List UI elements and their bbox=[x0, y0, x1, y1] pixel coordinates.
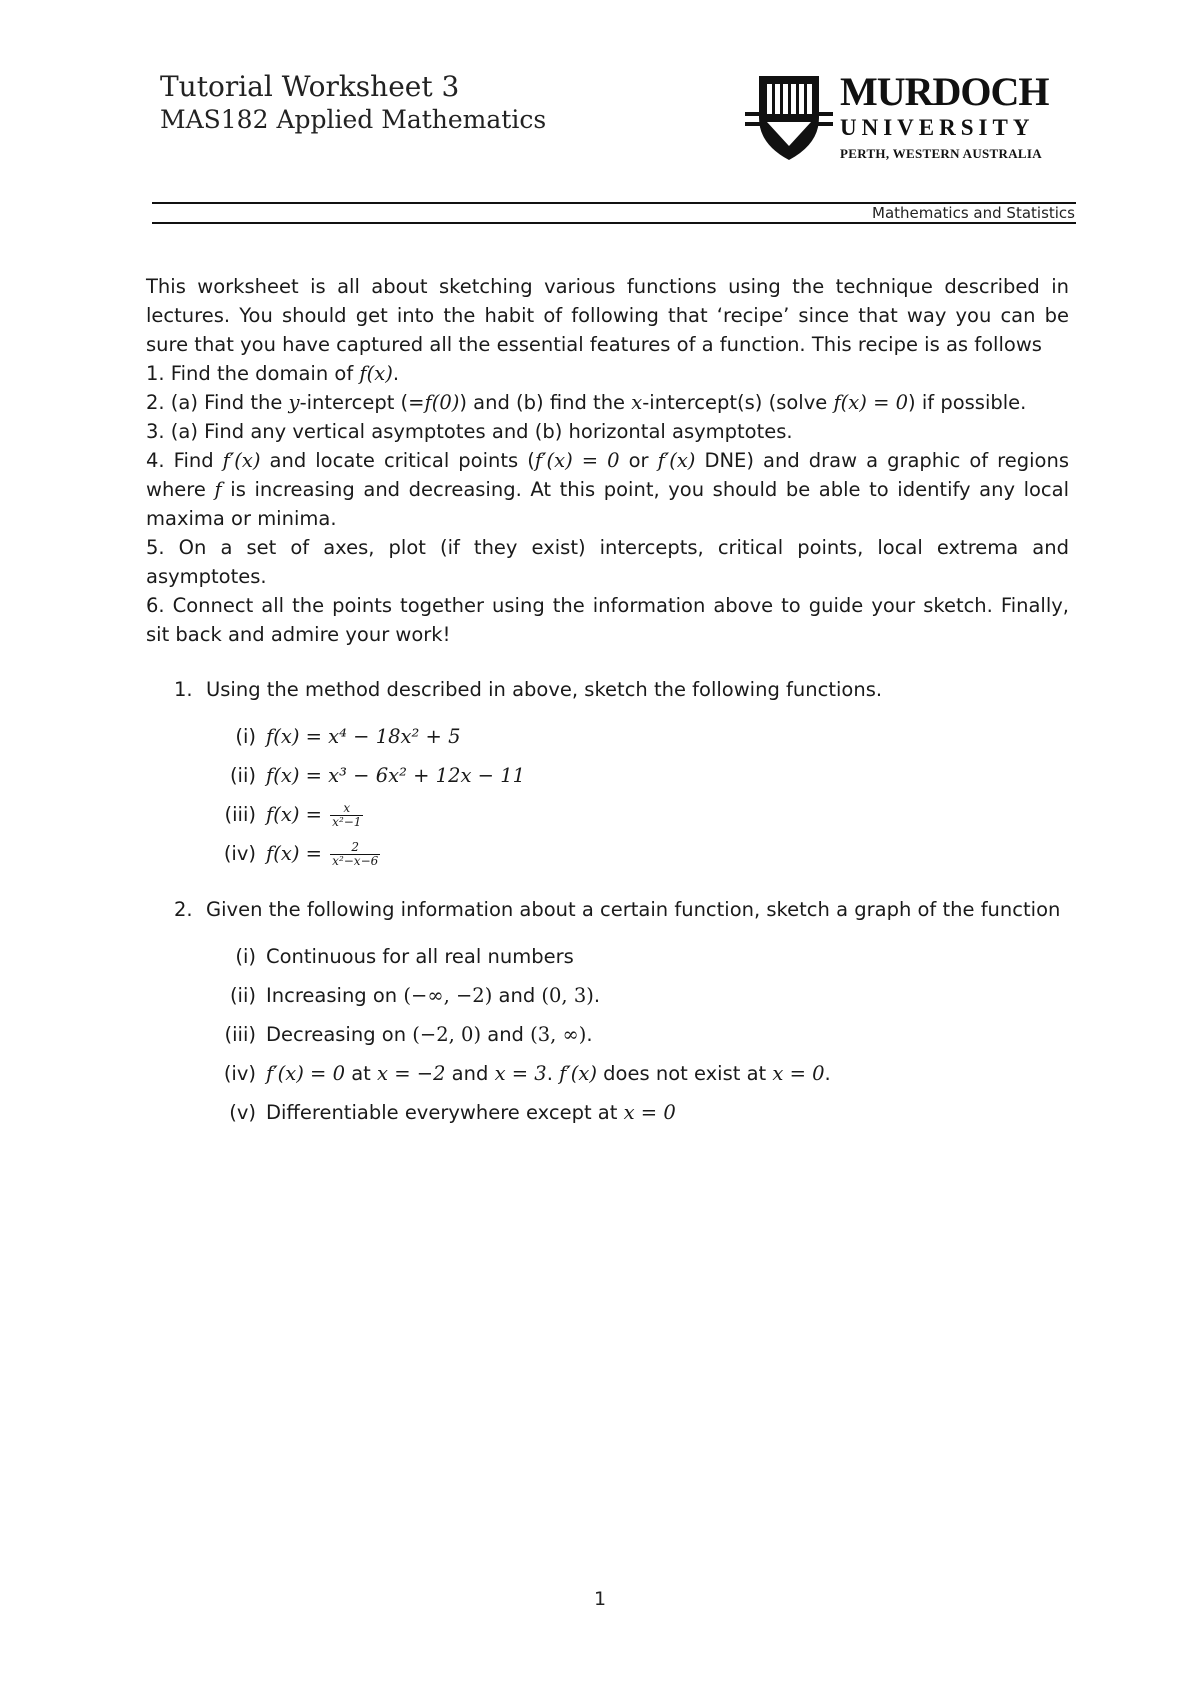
document-title: Tutorial Worksheet 3 bbox=[160, 70, 460, 103]
function-expression: f(x) = x⁴ − 18x² + 5 bbox=[266, 725, 461, 748]
fraction: $\frac{x}{\text{x²−1}}$ bbox=[332, 801, 362, 829]
step-5: 5. On a set of axes, plot (if they exist) intercepts, critical points, local extrema and asymptotes. bbox=[146, 536, 1069, 588]
question-1-items bbox=[206, 717, 1069, 873]
item-text: Increasing on (−∞, −2) and (0, 3). bbox=[266, 984, 601, 1007]
question-text: Given the following information about a certain function, sketch a graph of the function bbox=[206, 898, 1061, 921]
step-2: 2. (a) Find the y-intercept (=f(0)) and (b) find the x-intercept(s) (solve f(x) = 0) if possible. bbox=[146, 391, 1027, 414]
step-4: 4. Find f′(x) and locate critical points (f′(x) = 0 or f′(x) DNE) and draw a graphic of regions where f is increasing and decreasing. At this point, you should be able to identify any local maxima or minima. bbox=[146, 449, 1070, 530]
item-text: Continuous for all real numbers bbox=[266, 945, 574, 968]
department-label: Mathematics and Statistics bbox=[872, 204, 1075, 222]
list-item bbox=[206, 1015, 1069, 1054]
logo-university: UNIVERSITY bbox=[840, 115, 1035, 140]
logo-wordmark bbox=[840, 69, 1080, 162]
item-label: (ii) bbox=[229, 764, 256, 787]
function-expression: f(x) = $\frac{x}{\text{x²−1}}$ bbox=[266, 801, 362, 829]
question-2 bbox=[146, 895, 1069, 1132]
list-item bbox=[206, 1093, 1069, 1132]
list-item bbox=[206, 834, 1069, 873]
function-expression: f(x) = $\frac{2}{\text{x²−x−6}}$ bbox=[266, 840, 379, 868]
step-6: 6. Connect all the points together using the information above to guide your sketch. Finally, sit back and admire your work! bbox=[146, 594, 1069, 646]
item-text: Decreasing on (−2, 0) and (3, ∞). bbox=[266, 1023, 593, 1046]
item-label: (iii) bbox=[224, 803, 256, 826]
list-item bbox=[206, 756, 1069, 795]
function-expression: f(x) = x³ − 6x² + 12x − 11 bbox=[266, 764, 526, 787]
item-label: (ii) bbox=[229, 984, 256, 1007]
document-subtitle: MAS182 Applied Mathematics bbox=[160, 105, 547, 134]
worksheet-body bbox=[146, 272, 1069, 1132]
title-block bbox=[160, 70, 546, 136]
logo-location: PERTH, WESTERN AUSTRALIA bbox=[840, 146, 1042, 161]
intro-paragraph: This worksheet is all about sketching various functions using the technique described in lectures. You should get into the habit of following that ‘recipe’ since that way you can be sure that you have captured all the essential features of a function. This recipe is as follows bbox=[146, 275, 1069, 356]
page-number: 1 bbox=[593, 1588, 607, 1610]
question-number: 1. bbox=[174, 678, 193, 701]
step-3: 3. (a) Find any vertical asymptotes and (b) horizontal asymptotes. bbox=[146, 420, 793, 443]
list-item bbox=[206, 937, 1069, 976]
intro-section bbox=[146, 272, 1069, 649]
crest-icon bbox=[745, 72, 833, 164]
logo-name: MURDOCH bbox=[840, 69, 1049, 114]
list-item bbox=[206, 795, 1069, 834]
item-label: (i) bbox=[235, 945, 256, 968]
item-text: f′(x) = 0 at x = −2 and x = 3. f′(x) does not exist at x = 0. bbox=[266, 1062, 831, 1085]
fraction: $\frac{2}{\text{x²−x−6}}$ bbox=[332, 840, 379, 868]
list-item bbox=[206, 1054, 1069, 1093]
item-label: (iv) bbox=[223, 1062, 256, 1085]
item-text: Differentiable everywhere except at x = 0 bbox=[266, 1101, 676, 1124]
item-label: (iv) bbox=[223, 842, 256, 865]
question-1 bbox=[146, 675, 1069, 873]
item-label: (i) bbox=[235, 725, 256, 748]
header-rule-bottom bbox=[152, 222, 1076, 224]
item-label: (iii) bbox=[224, 1023, 256, 1046]
question-2-items bbox=[206, 937, 1069, 1132]
item-label: (v) bbox=[229, 1101, 256, 1124]
list-item bbox=[206, 717, 1069, 756]
question-text: Using the method described in above, sketch the following functions. bbox=[206, 678, 883, 701]
question-number: 2. bbox=[174, 898, 193, 921]
university-logo bbox=[745, 69, 1075, 164]
list-item bbox=[206, 976, 1069, 1015]
step-1: 1. Find the domain of f(x). bbox=[146, 362, 400, 385]
